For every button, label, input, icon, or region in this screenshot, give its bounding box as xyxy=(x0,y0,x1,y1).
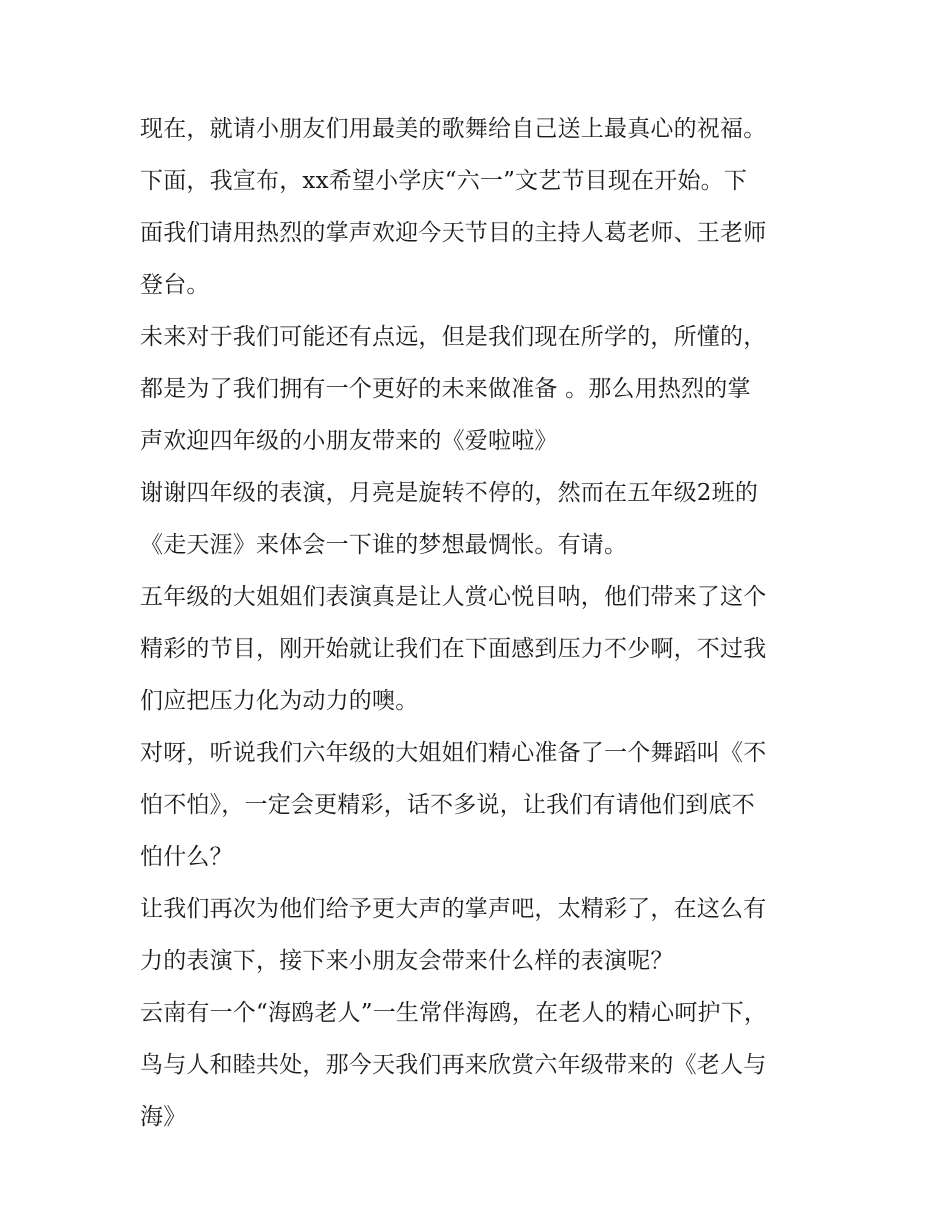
text-line: 精彩的节目，刚开始就让我们在下面感到压力不少啊，不过我 xyxy=(140,636,767,662)
text-line: 怕什么？ xyxy=(140,844,233,870)
text-line: 怕不怕》，一定会更精彩，话不多说，让我们有请他们到底不 xyxy=(140,792,755,818)
text-line: 鸟与人和睦共处，那今天我们再来欣赏六年级带来的《老人与 xyxy=(140,1052,767,1078)
text-line: 未来对于我们可能还有点远，但是我们现在所学的，所懂的， xyxy=(140,324,767,350)
text-line: 声欢迎四年级的小朋友带来的《爱啦啦》 xyxy=(140,428,558,454)
text-line: 《走天涯》来体会一下谁的梦想最惆怅。有请。 xyxy=(140,532,628,558)
text-line: 面我们请用热烈的掌声欢迎今天节目的主持人葛老师、王老师 xyxy=(140,220,767,246)
text-line: 谢谢四年级的表演，月亮是旋转不停的，然而在五年级2班的 xyxy=(140,480,759,506)
text-line: 五年级的大姐姐们表演真是让人赏心悦目呐，他们带来了这个 xyxy=(140,584,767,610)
text-line: 们应把压力化为动力的噢。 xyxy=(140,688,419,714)
text-line: 海》 xyxy=(140,1104,187,1130)
text-line: 登台。 xyxy=(140,272,210,298)
text-line: 云南有一个“海鸥老人”一生常伴海鸥，在老人的精心呵护下， xyxy=(140,1000,768,1026)
text-line: 对呀，听说我们六年级的大姐姐们精心准备了一个舞蹈叫《不 xyxy=(140,740,767,766)
document-body xyxy=(140,103,820,1143)
text-line: 让我们再次为他们给予更大声的掌声吧，太精彩了，在这么有 xyxy=(140,896,767,922)
text-line: 都是为了我们拥有一个更好的未来做准备 。那么用热烈的掌 xyxy=(140,376,751,402)
text-line: 现在，就请小朋友们用最美的歌舞给自己送上最真心的祝福。 xyxy=(140,116,767,142)
text-line: 力的表演下，接下来小朋友会带来什么样的表演呢？ xyxy=(140,948,674,974)
text-line: 下面，我宣布，xx希望小学庆“六一”文艺节目现在开始。下 xyxy=(140,168,748,194)
